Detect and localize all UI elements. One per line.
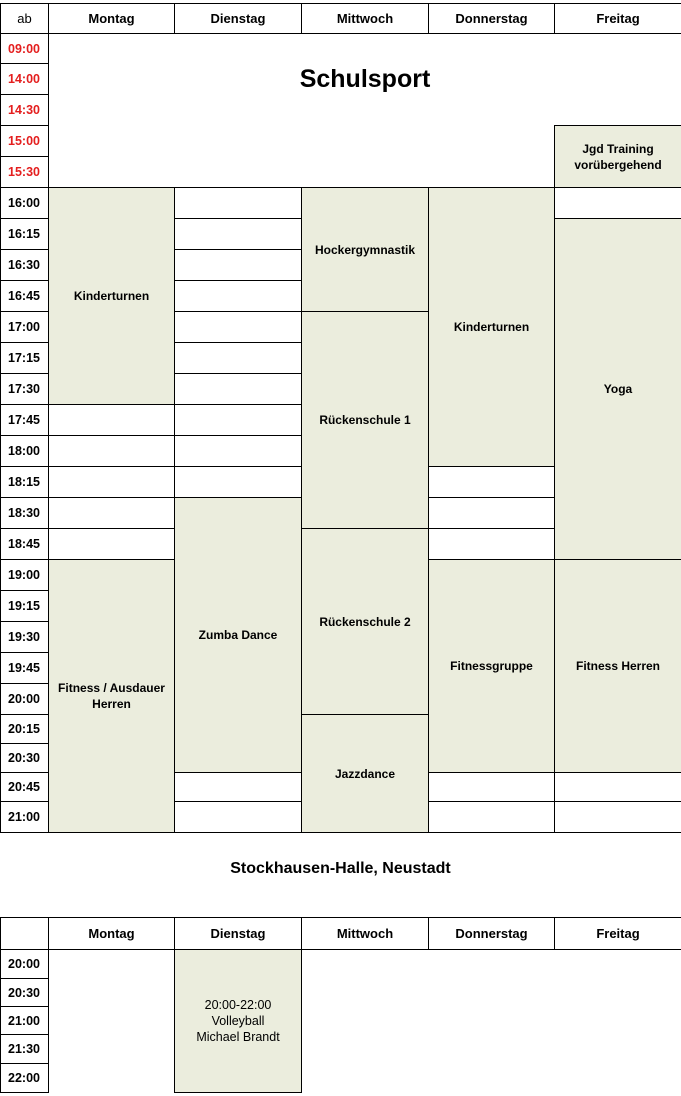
fitness-herren-block: Fitness Herren — [555, 560, 681, 773]
yoga-block: Yoga — [555, 219, 681, 560]
time-label: 21:30 — [1, 1035, 49, 1064]
header-montag: Montag — [49, 918, 175, 950]
time-label: 16:15 — [1, 219, 49, 250]
empty-cell — [175, 773, 302, 802]
time-label: 15:30 — [1, 157, 49, 188]
empty-cell — [49, 529, 175, 560]
header-donnerstag: Donnerstag — [429, 4, 555, 34]
jgd-training-block: Jgd Training vorübergehend — [555, 126, 681, 188]
header-ab: ab — [1, 4, 49, 34]
empty-cell — [429, 802, 555, 833]
rueckenschule-1-block: Rückenschule 1 — [302, 312, 429, 529]
time-label: 16:45 — [1, 281, 49, 312]
time-label: 20:15 — [1, 715, 49, 744]
empty-cell — [555, 802, 681, 833]
time-label: 09:00 — [1, 34, 49, 64]
time-label: 17:30 — [1, 374, 49, 405]
jazzdance-block: Jazzdance — [302, 715, 429, 833]
empty-cell — [555, 188, 681, 219]
hockergymnastik-block: Hockergymnastik — [302, 188, 429, 312]
time-label: 21:00 — [1, 802, 49, 833]
empty-cell — [49, 467, 175, 498]
kinderturnen-donnerstag-block: Kinderturnen — [429, 188, 555, 467]
empty-cell — [49, 405, 175, 436]
header-empty — [1, 918, 49, 950]
rueckenschule-2-block: Rückenschule 2 — [302, 529, 429, 715]
empty-cell — [175, 374, 302, 405]
empty-cell — [175, 281, 302, 312]
volleyball-time: 20:00-22:00 — [204, 998, 272, 1012]
empty-cell — [175, 405, 302, 436]
header-dienstag: Dienstag — [175, 918, 302, 950]
empty-cell — [175, 467, 302, 498]
header-donnerstag: Donnerstag — [429, 918, 555, 950]
kinderturnen-montag-block: Kinderturnen — [49, 188, 175, 405]
time-label: 20:00 — [1, 950, 49, 979]
second-schedule-table — [0, 917, 681, 1093]
empty-cell — [49, 436, 175, 467]
time-label: 19:00 — [1, 560, 49, 591]
time-label: 15:00 — [1, 126, 49, 157]
header-freitag: Freitag — [555, 918, 681, 950]
time-label: 17:15 — [1, 343, 49, 374]
empty-cell — [49, 498, 175, 529]
volleyball-block — [175, 950, 302, 1093]
header-mittwoch: Mittwoch — [302, 4, 429, 34]
schulsport-continuation — [49, 126, 555, 188]
time-row — [1, 126, 681, 157]
time-row — [1, 34, 681, 64]
empty-cell — [175, 343, 302, 374]
volleyball-leader: Michael Brandt — [196, 1030, 280, 1044]
time-label: 18:00 — [1, 436, 49, 467]
time-label: 17:45 — [1, 405, 49, 436]
fitnessgruppe-block: Fitnessgruppe — [429, 560, 555, 773]
time-label: 20:30 — [1, 979, 49, 1007]
header-mittwoch: Mittwoch — [302, 918, 429, 950]
time-label: 21:00 — [1, 1007, 49, 1035]
time-label: 16:00 — [1, 188, 49, 219]
empty-cell — [429, 773, 555, 802]
time-row — [1, 188, 681, 219]
time-label: 20:30 — [1, 744, 49, 773]
empty-cell — [555, 773, 681, 802]
zumba-dance-block: Zumba Dance — [175, 498, 302, 773]
time-label: 14:00 — [1, 64, 49, 95]
time-label: 18:30 — [1, 498, 49, 529]
time-label: 20:00 — [1, 684, 49, 715]
header-montag: Montag — [49, 4, 175, 34]
empty-cell — [175, 188, 302, 219]
fitness-ausdauer-herren-block: Fitness / Ausdauer Herren — [49, 560, 175, 833]
empty-area — [49, 950, 175, 1093]
time-label: 17:00 — [1, 312, 49, 343]
time-label: 19:30 — [1, 622, 49, 653]
header-row — [1, 918, 681, 950]
volleyball-name: Volleyball — [211, 1014, 265, 1028]
header-dienstag: Dienstag — [175, 4, 302, 34]
empty-cell — [429, 498, 555, 529]
time-row — [1, 950, 681, 979]
empty-area — [302, 950, 681, 1093]
main-schedule-table — [0, 3, 681, 833]
schulsport-block: Schulsport — [49, 34, 681, 126]
venue-title: Stockhausen-Halle, Neustadt — [230, 860, 451, 877]
time-label: 22:00 — [1, 1064, 49, 1093]
time-label: 14:30 — [1, 95, 49, 126]
time-label: 20:45 — [1, 773, 49, 802]
header-freitag: Freitag — [555, 4, 681, 34]
empty-cell — [175, 219, 302, 250]
empty-cell — [429, 467, 555, 498]
time-label: 19:15 — [1, 591, 49, 622]
header-row — [1, 4, 681, 34]
time-label: 18:15 — [1, 467, 49, 498]
time-label: 18:45 — [1, 529, 49, 560]
time-label: 16:30 — [1, 250, 49, 281]
empty-cell — [175, 250, 302, 281]
empty-cell — [175, 436, 302, 467]
time-label: 19:45 — [1, 653, 49, 684]
empty-cell — [429, 529, 555, 560]
empty-cell — [175, 312, 302, 343]
empty-cell — [175, 802, 302, 833]
